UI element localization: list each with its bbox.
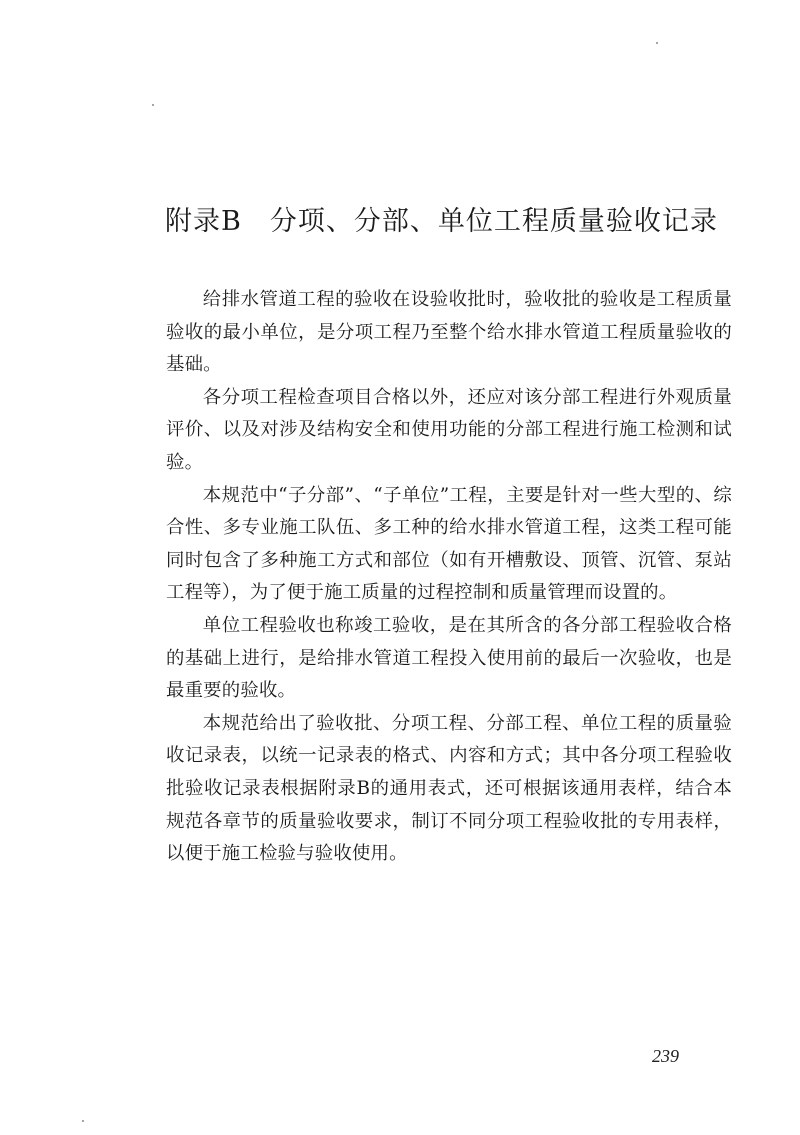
paragraph-1: 给排水管道工程的验收在设验收批时，验收批的验收是工程质量验收的最小单位，是分项工程乃至整个给水排水管道工程质量验收的基础。 [166, 289, 732, 376]
appendix-title: 附录B 分项、分部、单位工程质量验收记录 [165, 206, 718, 237]
paragraph-5: 本规范给出了验收批、分项工程、分部工程、单位工程的质量验收记录表，以统一记录表的格式、内容和方式；其中各分项工程验收批验收记录表根据附录B的通用表式，还可根据该通用表样，结合本规范各章节的质量验收要求，制订不同分项工程验收批的专用表样，以便于施工检验与验收使用。 [166, 712, 732, 865]
scan-speck [152, 104, 154, 106]
paragraph-3: 本规范中“子分部”、“子单位”工程，主要是针对一些大型的、综合性、多专业施工队伍、多工种的给水排水管道工程，这类工程可能同时包含了多种施工方式和部位（如有开槽敷设、顶管、沉管、泵站工程等），为了便于施工质量的过程控制和质量管理而设置的。 [166, 484, 732, 604]
paragraph-4: 单位工程验收也称竣工验收，是在其所含的各分部工程验收合格的基础上进行，是给排水管道工程投入使用前的最后一次验收，也是最重要的验收。 [166, 614, 732, 702]
body-text [166, 284, 732, 871]
scan-speck [82, 1120, 84, 1122]
paragraph-2: 各分项工程检查项目合格以外，还应对该分部工程进行外观质量评价、以及对涉及结构安全和使用功能的分部工程进行施工检测和试验。 [166, 386, 732, 473]
scan-speck [656, 42, 658, 44]
page-number: 239 [652, 1046, 679, 1066]
